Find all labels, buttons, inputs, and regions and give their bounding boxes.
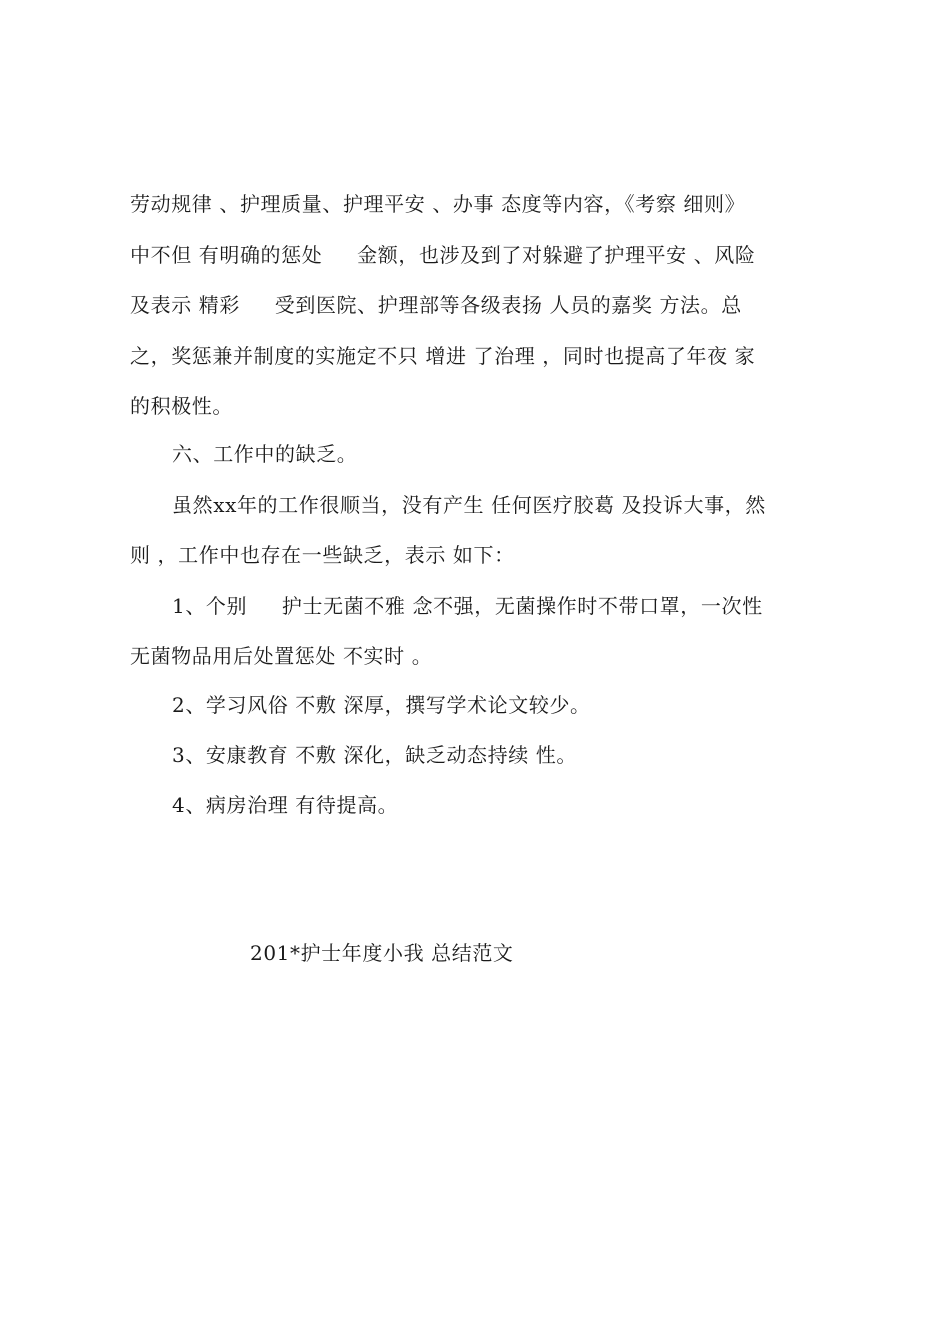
paragraph-line: 则 ，工作中也存在一些缺乏，表示 如下： [130,543,515,567]
paragraph-line: 之，奖惩兼并制度的实施定不只 增进 了治理 ，同时也提高了年夜 家 [130,344,756,368]
paragraph-line: 及表示 精彩 受到医院、护理部等各级表扬 人员的嘉奖 方法。总 [130,293,742,317]
list-item: 2、学习风俗 不敷 深厚，撰写学术论文较少。 [172,693,591,717]
list-item-continuation: 无菌物品用后处置惩处 不实时 。 [130,644,433,668]
list-item: 3、安康教育 不敷 深化，缺乏动态持续 性。 [172,743,577,767]
section-heading: 六、工作中的缺乏。 [172,442,358,466]
footer-title: 201*护士年度小我 总结范文 [250,941,514,965]
paragraph-line: 中不但 有明确的惩处 金额，也涉及到了对躲避了护理平安 、风险 [130,243,756,267]
paragraph-line: 劳动规律 、护理质量、护理平安 、办事 态度等内容，《考察 细则》 [130,192,746,216]
paragraph-line: 虽然xx年的工作很顺当，没有产生 任何医疗胶葛 及投诉大事，然 [172,493,766,517]
list-item: 4、病房治理 有待提高。 [172,793,399,817]
paragraph-line: 的积极性。 [130,394,233,418]
list-item: 1、个别 护士无菌不雅 念不强，无菌操作时不带口罩，一次性 [172,594,763,618]
